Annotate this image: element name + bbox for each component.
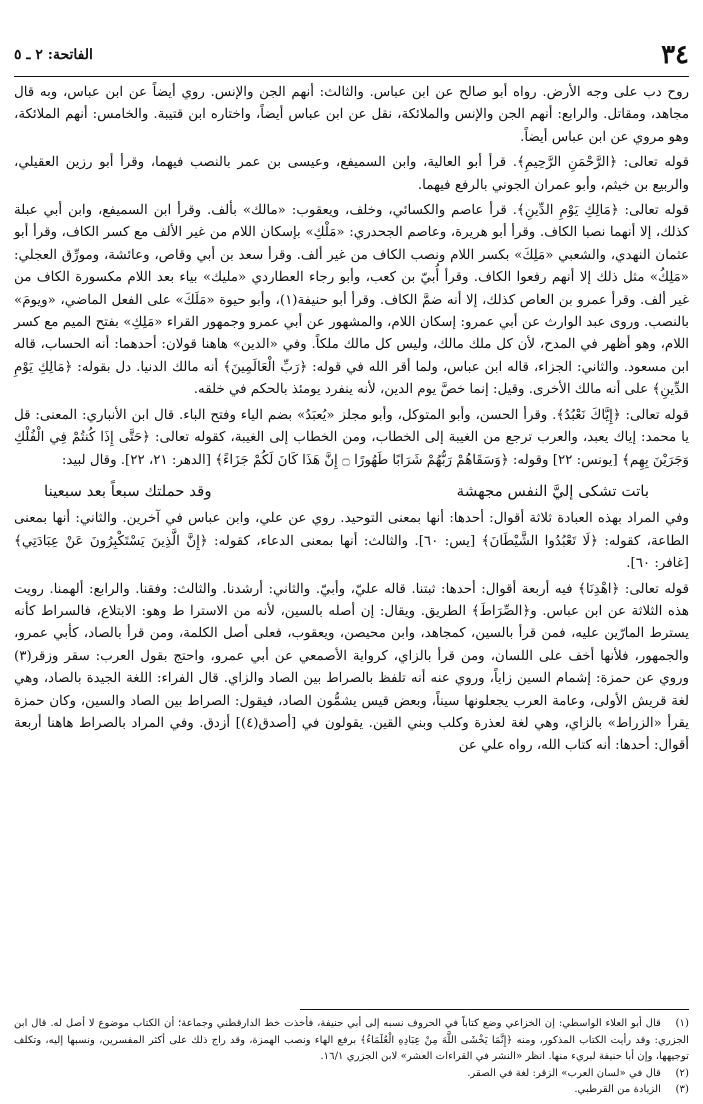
footnote-divider [300, 1009, 689, 1010]
paragraph: قوله تعالى: ﴿إِيَّاكَ نَعْبُدُ﴾. وقرأ الحسن، وأبو المتوكل، وأبو مجلز «يُعبَدُ» بضم الياء وفتح الباء. قال ابن الأنباري: المعنى: قل يا محمد: إياك يعبد، والعرب ترجع من الغيبة إلى الخطاب، ومن الخطاب إلى الغيبة، كقوله تعالى: ﴿حَتَّى إِذَا كُنتُمْ فِي الْفُلْكِ وَجَرَيْنَ بِهِم﴾ [يونس: ٢٢] وقوله: ﴿وَسَقَاهُمْ رَبُّهُمْ شَرَابًا طَهُورًا ۝ إِنَّ هَذَا كَانَ لَكُمْ جَزَاءً﴾ [الدهر: ٢١، ٢٢]. وقال لبيد: [14, 407, 689, 468]
running-head: الفاتحة: ٢ ـ ٥ [14, 47, 93, 63]
verse-second-hemistich: وقد حملتك سبعاً بعد سبعينا [44, 481, 212, 500]
paragraph: روح دب على وجه الأرض. رواه أبو صالح عن ابن عباس. والثالث: أنهم الجن والإنس. روي أيضاً عن ابن عباس، وبه قال مجاهد، ومقاتل. والرابع: أنهم الجن والإنس والملائكة، نقل عن ابن عباس أيضاً، واختاره ابن قتيبة. والخامس: أنهم الملائكة، وهو مروي عن ابن عباس أيضاً. [14, 85, 689, 145]
footnote [14, 1016, 689, 1066]
footnote-number: (١) [675, 1018, 689, 1029]
main-text [14, 82, 689, 761]
paragraph: قوله تعالى: ﴿مَالِكِ يَوْمِ الدِّينِ﴾. قرأ عاصم والكسائي، وخلف، ويعقوب: «مالك» بألف. وقرأ ابن السميفع، وابن أبي عبلة كذلك، إلا أنهما نصبا الكاف. وقرأ أبو هريرة، وعاصم الجحدري: «مَلْكِ» بإسكان اللام من غير الألف مع كسر الكاف، وقرأ أبو عثمان النهدي، والشعبي «مَلِكَ» بكسر اللام ونصب الكاف من غير ألف. وقرأ سعد بن أبي وقاص، وعائشة، ومورِّق العجلي: «مَلِكُ» مثل ذلك إلا أنهم رفعوا الكاف. وقرأ أُبيّ بن كعب، وأبو رجاء العطاردي «مليك» بياء بعد اللام مكسورة الكاف من غير ألف. وقرأ عمرو بن العاص كذلك، إلا أنه ضمَّ الكاف. وقرأ أبو حنيفة(١)، وأبو حيوة «مَلَكَ» على الفعل الماضي، «ويومَ» بالنصب. وروى عبد الوارث عن أبي عمرو: إسكان اللام، والمشهور عن أبي عمرو وجمهور القراء «مَلِكِ» بفتح الميم مع كسر اللام، وهو أظهر في المدح، لأن كل ملك مالك، وليس كل مالك ملكاً. وفي «الدين» هاهنا قولان: أحدهما: أنه الحساب، قاله ابن مسعود. والثاني: الجزاء، قاله ابن عباس، ولما أقر الله في قوله: ﴿رَبِّ الْعَالَمِينَ﴾ أنه مالك الدنيا. دل بقوله: ﴿مَالِكِ يَوْمِ الدِّينِ﴾ على أنه مالك الأخرى. وقيل: إنما خصَّ يوم الدين، لأنه ينفرد يومئذ بالحكم في خلقه. [14, 203, 689, 398]
footnote [14, 1066, 689, 1083]
footnote-number: (٢) [675, 1067, 689, 1079]
footnote-number: (٣) [675, 1084, 689, 1095]
paragraph: قوله تعالى: ﴿الرَّحْمَنِ الرَّحِيمِ﴾. قرأ أبو العالية، وابن السميفع، وعيسى بن عمر بالنصب فيهما، وقرأ أبو رزين العقيلي، والربيع بن خيثم، وأبو عمران الجوني بالرفع فيهما. [14, 155, 689, 193]
page-number: ٣٤ [661, 40, 689, 70]
verse-first-hemistich: باتت تشكى إليَّ النفس مجهشة [456, 481, 649, 500]
paragraph: قوله تعالى: ﴿اهْدِنَا﴾ فيه أربعة أقوال: أحدها: ثبتنا. قاله عليّ، وأبيّ. والثاني: أرشدنا. والثالث: وفقنا. والرابع: ألهمنا. رويت هذه الثلاثة عن ابن عباس. و﴿الصِّرَاطَ﴾ الطريق. ويقال: إن أصله بالسين، لأنه من الاسترا ط وهو: الابتلاع، فالسراط كأنه يسترط المارّين عليه، فمن قرأ بالسين، كمجاهد، وابن محيصن، ويعقوب، فعلى أصل الكلمة، ومن قرأ بالصاد، كأبي عمرو، والجمهور، فلأنها أخف على اللسان، ومن قرأ بالزاي، كرواية الأصمعي عن أبي عمرو، واحتج بقول العرب: سقر وزقر(٣) وروي عن حمزة: إشمام السين زاياً، وروي عنه أنه تلفظ بالصراط بين الصاد والزاي. قال الفراء: اللغة الجيدة بالصاد، وهي لغة قريش الأولى، وعامة العرب يجعلونها سيناً، وبعض قيس يشمُّون الصاد، فيقول: الصراط بين الصاد والسين، وكان حمزة يقرأ «الزراط» بالزاي، وهي لغة لعذرة وكلب وبني القين. يقولون في [أصدق(٤)] أزدق. وفي المراد بالصراط هاهنا أربعة أقوال: أحدها: أنه كتاب الله، رواه علي عن [14, 581, 689, 754]
poetry-verse [44, 480, 649, 502]
footnote [14, 1082, 689, 1099]
header-divider [14, 76, 689, 77]
page-header [14, 38, 689, 72]
footnote-text: الزيادة من القرطبي. [574, 1084, 661, 1095]
footnote-text: قال أبو العلاء الواسطي: إن الخزاعي وضع كتاباً في الحروف نسبه إلى أبي حنيفة، فأخذت خط الدارقطني وجماعة؛ أن الكتاب موضوع لا أصل له. قال ابن الجزري: وقد رأيت الكتاب المذكور، ومنه ﴿إِنَّمَا يَخْشَى اللَّهَ مِنْ عِبَادِهِ الْعُلَمَاءُ﴾ برفع الهاء ونصب الهمزة، وقد راج ذلك على أكثر المفسرين، ونسبها إليه، وتكلف توجيهها، وإن أبا حنيفة لبريء منها. انظر «النشر في القراءات العشر» لابن الجزري ١٦/١. [14, 1018, 689, 1062]
footnote-text: قال في «لسان العرب» الزقر: لغة في الصقر. [467, 1067, 661, 1079]
paragraph: وفي المراد بهذه العبادة ثلاثة أقوال: أحدها: أنها بمعنى التوحيد. روي عن علي، وابن عباس في آخرين. والثاني: أنها بمعنى الطاعة، كقوله: ﴿لَا تَعْبُدُوا الشَّيْطَانَ﴾ [يس: ٦٠]. والثالث: أنها بمعنى الدعاء، كقوله: ﴿إِنَّ الَّذِينَ يَسْتَكْبِرُونَ عَنْ عِبَادَتِي﴾ [غافر: ٦٠]. [14, 511, 689, 572]
footnotes [14, 1016, 689, 1099]
